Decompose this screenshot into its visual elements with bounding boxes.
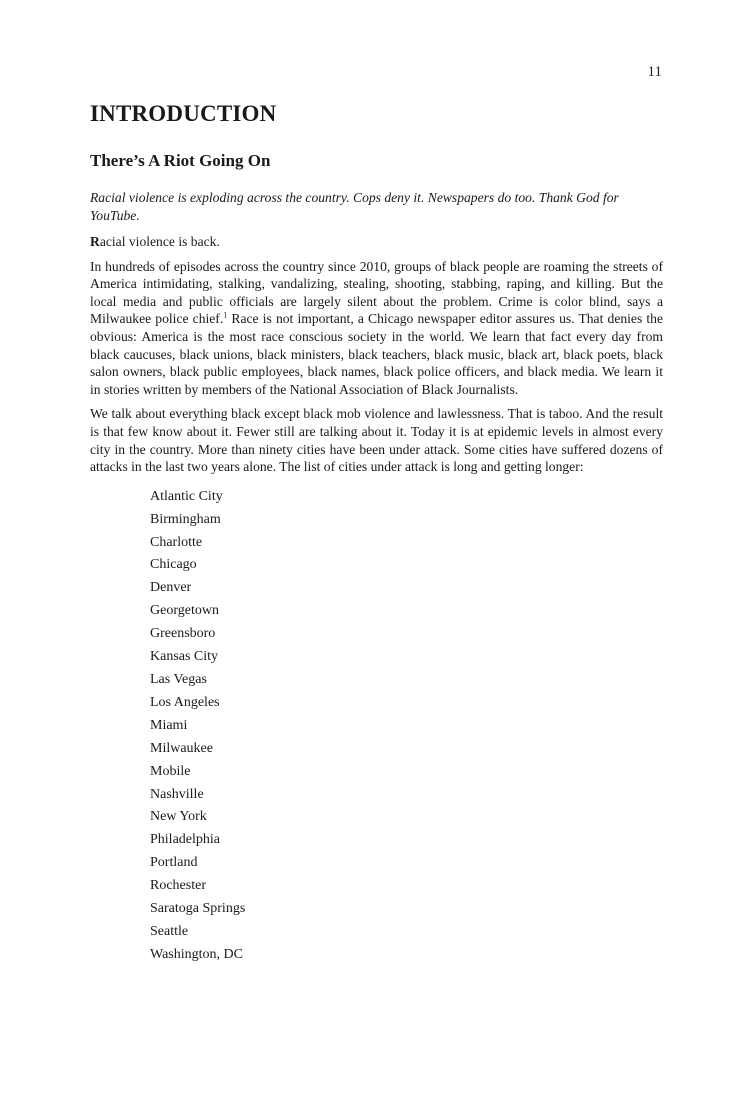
chapter-heading: INTRODUCTION <box>90 101 277 126</box>
city-list-item: Nashville <box>150 786 204 802</box>
paragraph-2 <box>90 258 663 399</box>
city-list-item: Charlotte <box>150 534 203 550</box>
city-list <box>150 486 663 967</box>
city-list-item: Portland <box>150 855 198 871</box>
section-heading: There’s A Riot Going On <box>90 151 271 170</box>
epigraph: Racial violence is exploding across the country. Cops deny it. Newspapers do too. Thank God for YouTube. <box>90 190 619 223</box>
city-list-item: Philadelphia <box>150 832 220 848</box>
city-list-item: Chicago <box>150 557 197 573</box>
city-list-item: Washington, DC <box>150 946 243 962</box>
paragraph-2-part-1: In hundreds of episodes across the country since 2010, groups of black people are roaming the streets of America intimidating, stalking, vandalizing, stealing, shooting, stabbing, raping, and killing. But the local media and public officials are largely silent about the problem. Crime is color blind, says a Milwaukee police chief. <box>90 258 663 327</box>
city-list-item: Denver <box>150 580 192 596</box>
opening-text: acial violence is back. <box>99 234 220 249</box>
city-list-item: Birmingham <box>150 511 221 527</box>
city-list-item: Seattle <box>150 923 189 939</box>
opening-paragraph <box>90 233 663 251</box>
page-number: 11 <box>647 64 662 80</box>
city-list-item: Rochester <box>150 878 206 894</box>
city-list-item: Mobile <box>150 763 191 779</box>
city-list-item: Los Angeles <box>150 694 220 710</box>
city-list-item: Milwaukee <box>150 740 213 756</box>
drop-cap: R <box>90 234 100 249</box>
city-list-item: Miami <box>150 717 188 733</box>
page-content <box>90 100 663 967</box>
paragraph-2-part-2: Race is not important, a Chicago newspaper editor assures us. That denies the obvious: America is the most race conscious society in the world. We learn that fact every day from black caucuses, black unions, black ministers, black teachers, black music, black art, black poets, black salon owners, black public employees, black names, black police officers, and black media. We learn it in stories written by members of the National Association of Black Journalists. <box>90 311 664 397</box>
city-list-item: Saratoga Springs <box>150 901 246 917</box>
city-list-item: New York <box>150 809 207 825</box>
city-list-item: Kansas City <box>150 649 219 665</box>
footnote-marker[interactable]: 1 <box>223 310 228 320</box>
city-list-item: Las Vegas <box>150 671 207 687</box>
paragraph-3: We talk about everything black except black mob violence and lawlessness. That is taboo. And the result is that few know about it. Fewer still are talking about it. Today it is at epidemic levels in almost every city in the country. More than ninety cities have been under attack. Some cities have suffered dozens of attacks in the last two years alone. The list of cities under attack is long and getting longer: <box>90 406 663 475</box>
city-list-item: Georgetown <box>150 603 219 619</box>
city-list-item: Greensboro <box>150 626 216 642</box>
city-list-item: Atlantic City <box>150 488 223 504</box>
